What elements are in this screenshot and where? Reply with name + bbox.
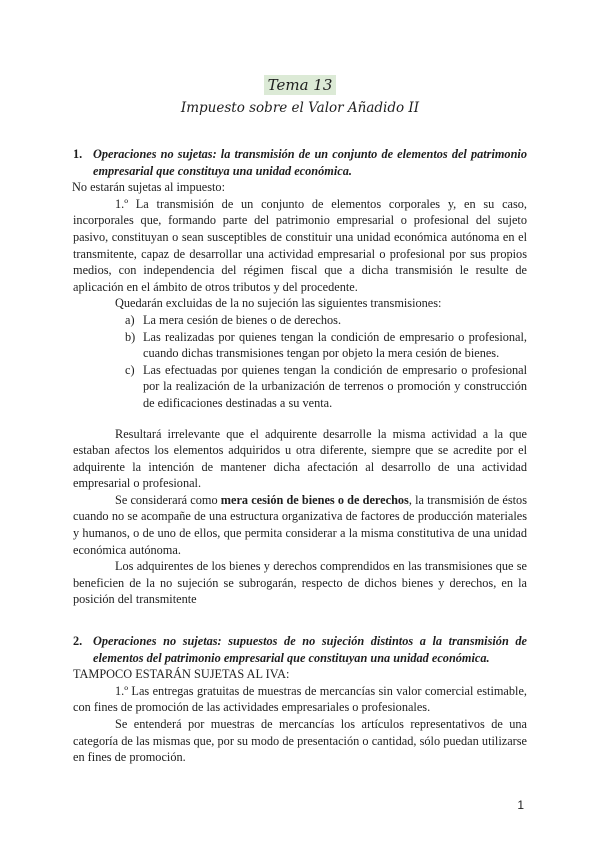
section-1-paragraph: 1.º La transmisión de un conjunto de elementos corporales y, en su caso, incorporales que, formando parte del patrimonio empresarial o profesional del sujeto pasivo, constituyan o sean susceptibles de constituir una unidad económica autónoma en el transmitente, capaz de desarrollar una actividad empresarial o profesional por sus propios medios, con independencia del régimen fiscal que a dicha transmisión le resulte de aplicación en el ámbito de otros tributos y del procedente. <box>73 196 527 294</box>
section-1-paragraph: Se considerará como mera cesión de bienes o de derechos, la transmisión de éstos cuando no se acompañe de una estructura organizativa de factores de producción materiales y humanos, o de uno de ellos, que permita considerar a la misma constitutiva de una unidad económica autónoma. <box>73 492 527 557</box>
section-2 <box>73 633 527 766</box>
list-item: a) La mera cesión de bienes o de derechos. <box>125 312 342 327</box>
exclusions-list <box>73 312 527 412</box>
section-2-intro: TAMPOCO ESTARÁN SUJETAS AL IVA: <box>73 667 290 682</box>
section-1-paragraph: Quedarán excluidas de la no sujeción las siguientes transmisiones: <box>115 296 442 311</box>
section-2-paragraph: Se entenderá por muestras de mercancías los artículos representativos de una categoría de las mismas que, por su modo de presentación o cantidad, sólo puedan utilizarse en fines de promoción. <box>73 716 527 765</box>
page-number: 1 <box>517 798 524 812</box>
section-2-paragraph: 1.º Las entregas gratuitas de muestras de mercancías sin valor comercial estimable, con fines de promoción de las actividades empresariales o profesionales. <box>73 683 527 715</box>
section-1 <box>73 146 527 608</box>
list-item: b) Las realizadas por quienes tengan la condición de empresario o profesional, cuando dichas transmisiones tengan por objeto la mera cesión de bienes. <box>125 329 527 361</box>
section-2-number: 2. <box>73 634 83 648</box>
page-subtitle: Impuesto sobre el Valor Añadido II <box>180 100 420 116</box>
section-1-intro: No estarán sujetas al impuesto: <box>72 180 225 195</box>
page-title: Tema 13 <box>264 75 337 95</box>
section-1-paragraph: Los adquirentes de los bienes y derechos comprendidos en las transmisiones que se beneficien de la no sujeción se subrogarán, respecto de dichos bienes y derechos, en la posición del transmitente <box>73 559 527 607</box>
section-1-number: 1. <box>73 147 83 161</box>
section-2-heading: 2. Operaciones no sujetas: supuestos de no sujeción distintos a la transmisión de elementos del patrimonio empresarial que constituyan una unidad económica. <box>73 634 527 665</box>
list-item: c) Las efectuadas por quienes tengan la condición de empresario o profesional por la realización de la urbanización de terrenos o promoción y construcción de edificaciones destinadas a su venta. <box>125 362 527 410</box>
bold-term: mera cesión de bienes o de derechos <box>220 492 409 507</box>
section-1-heading: 1. Operaciones no sujetas: la transmisión de un conjunto de elementos del patrimonio empresarial que constituya una unidad económica. <box>73 147 527 178</box>
section-1-paragraph: Resultará irrelevante que el adquirente desarrolle la misma actividad a la que estaban afectos los elementos adquiridos u otra diferente, siempre que se acredite por el adquirente la intención de mantener dicha afectación al desarrollo de una actividad empresarial o profesional. <box>73 426 527 491</box>
